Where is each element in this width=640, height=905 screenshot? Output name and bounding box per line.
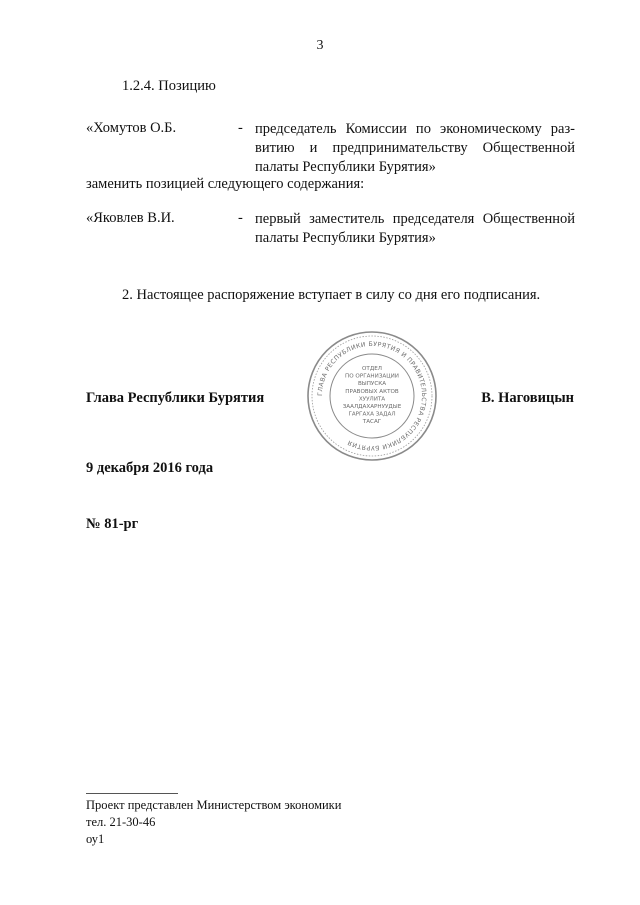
old-position-line-2: витию и предпринимательству Общественной [255, 140, 575, 156]
old-position-description [255, 120, 575, 177]
seal-center-line: ПРАВОВЫХ АКТОВ [345, 388, 399, 395]
old-position-line-1: председатель Комиссии по экономическому раз- [255, 121, 575, 137]
official-seal [304, 328, 440, 464]
seal-ring-text: ГЛАВА РЕСПУБЛИКИ БУРЯТИЯ И ПРАВИТЕЛЬСТВА РЕСПУБЛИКИ БУРЯТИЯ [316, 340, 428, 452]
seal-center-line: ОТДЕЛ [362, 366, 382, 372]
new-position-description [255, 210, 575, 248]
new-position-dash: - [238, 210, 243, 226]
seal-center-line: ПО ОРГАНИЗАЦИИ [345, 373, 399, 380]
old-position-line-3: палаты Республики Бурятия» [255, 159, 436, 175]
document-date: 9 декабря 2016 года [86, 460, 214, 476]
footnote-divider [86, 793, 178, 794]
seal-center-line: ВЫПУСКА [357, 381, 387, 388]
footnote-phone: тел. 21-30-46 [86, 815, 156, 829]
replace-instruction: заменить позицией следующего содержания: [86, 176, 365, 192]
signatory-name: В. Наговицын [481, 390, 574, 406]
document-number: № 81-рг [86, 516, 139, 532]
seal-center-line: ХУУЛИТА [358, 396, 386, 403]
old-position-name: «Хомутов О.Б. [86, 120, 177, 136]
new-position-line-2: палаты Республики Бурятия» [255, 230, 436, 246]
new-position-line-1: первый заместитель председателя Общественной [255, 211, 575, 227]
seal-center-text [343, 366, 402, 425]
seal-center-line: ТАСАГ [362, 419, 382, 426]
seal-center-line: ЗААЛДАХАРНУУДЫЕ [342, 404, 402, 410]
new-position-name: «Яковлев В.И. [86, 210, 175, 226]
seal-center-line: ГАРГАХА ЗАДАЛ [348, 411, 396, 418]
footnote-project-source: Проект представлен Министерством экономики [86, 798, 342, 812]
effective-clause: 2. Настоящее распоряжение вступает в силу со дня его подписания. [122, 287, 541, 303]
footnote-code: оу1 [86, 832, 105, 846]
signatory-role: Глава Республики Бурятия [86, 390, 265, 406]
old-position-dash: - [238, 120, 243, 136]
page-number: 3 [316, 38, 324, 53]
clause-heading: 1.2.4. Позицию [122, 78, 216, 94]
